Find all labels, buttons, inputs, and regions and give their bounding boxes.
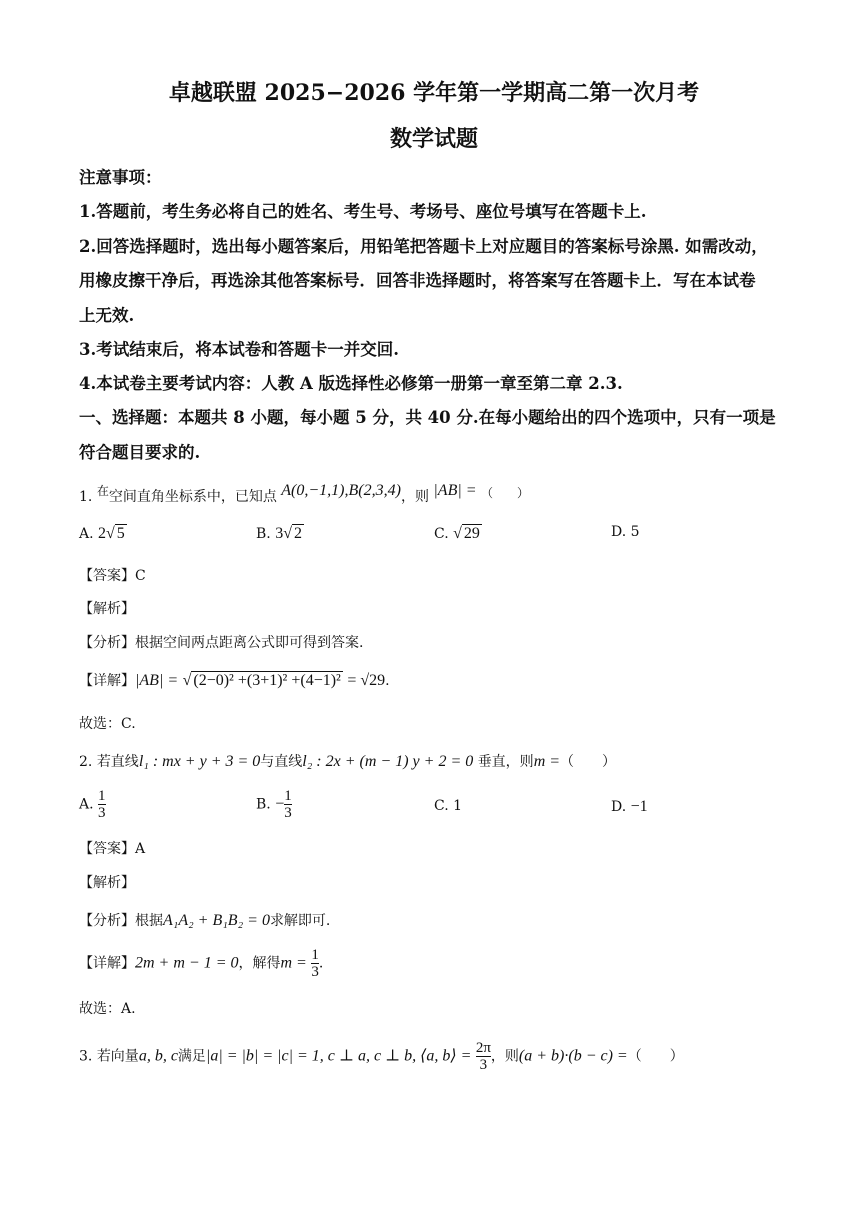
q3-stem bbox=[79, 1040, 684, 1073]
q3-text-2: 满足 bbox=[177, 1048, 206, 1065]
q3-text-1: 若向量 bbox=[96, 1048, 139, 1065]
notice-item-2-line-3: 上无效. bbox=[79, 306, 135, 325]
q2-detail-mid: ，解得 bbox=[238, 955, 281, 972]
q2-line-1-eq: l₁ : mx + y + 3 = 0 bbox=[138, 753, 261, 770]
q1-detail-end: . bbox=[385, 673, 390, 689]
q2-option-c: C. 1 bbox=[434, 798, 463, 814]
q1-analysis: 【解析】 bbox=[79, 601, 135, 617]
q1-paren: （ ） bbox=[481, 486, 530, 500]
q3-frac-den: 3 bbox=[479, 1057, 488, 1073]
q1-stem bbox=[79, 482, 530, 506]
notice-item-2-line-1: 2.回答选择题时，选出每小题答案后，用铅笔把答题卡上对应题目的答案标号涂黑. 如需改动， bbox=[79, 237, 768, 256]
notice-item-1: 1.答题前，考生务必将自己的姓名、考生号、考场号、座位号填写在答题卡上. bbox=[79, 202, 647, 221]
q2-detail bbox=[79, 947, 323, 980]
q1-point-b: B(2,3,4) bbox=[348, 482, 401, 499]
q3-vectors: a, b, c bbox=[138, 1047, 178, 1065]
notice-item-3: 3.考试结束后，将本试卷和答题卡一并交回. bbox=[79, 340, 399, 359]
q1-answer: 【答案】C bbox=[79, 568, 146, 584]
q2-detail-label: 【详解】 bbox=[79, 955, 135, 972]
q1-option-d: D. 5 bbox=[611, 524, 640, 540]
q2-detail-m: m = bbox=[280, 954, 307, 972]
q2-option-a bbox=[79, 788, 106, 821]
q1-option-c: C. √ 29 bbox=[434, 525, 480, 542]
q1-fenxi: 【分析】根据空间两点距离公式即可得到答案. bbox=[79, 635, 364, 651]
q2-option-b-sign: − bbox=[275, 795, 285, 813]
notice-item-2-line-2: 用橡皮擦干净后，再选涂其他答案标号．回答非选择题时，将答案写在答题卡上．写在本试卷 bbox=[79, 271, 756, 290]
notice-item-4: 4.本试卷主要考试内容：人教 A 版选择性必修第一册第一章至第二章 2.3. bbox=[79, 374, 623, 393]
q1-point-a: A(0,−1,1) bbox=[281, 482, 345, 499]
q1-option-b-coef: 3 bbox=[275, 525, 284, 542]
exam-subtitle: 数学试题 bbox=[389, 126, 478, 152]
q2-option-b-num: 1 bbox=[284, 788, 292, 804]
q2-number: 2. bbox=[79, 754, 93, 770]
q1-number: 1. bbox=[79, 489, 93, 505]
q2-ask: m = bbox=[533, 753, 561, 770]
q3-text-3: ，则 bbox=[490, 1048, 519, 1065]
q2-option-d-label: D. bbox=[611, 799, 627, 815]
q2-detail-den: 3 bbox=[311, 964, 319, 980]
q1-option-b: B. 3√ 2 bbox=[256, 525, 302, 542]
notice-heading: 注意事项： bbox=[79, 168, 162, 187]
q2-fenxi-pre: 【分析】根据 bbox=[79, 913, 163, 929]
q1-option-a-radicand: 5 bbox=[116, 525, 125, 542]
q2-line-2-eq: l₂ : 2x + (m − 1) y + 2 = 0 bbox=[302, 753, 474, 770]
q2-option-d-value: −1 bbox=[630, 798, 648, 815]
q2-stem bbox=[79, 751, 616, 771]
q1-option-b-label: B. bbox=[256, 526, 271, 542]
q2-text-2: 与直线 bbox=[260, 754, 303, 770]
q2-option-a-den: 3 bbox=[98, 805, 106, 821]
q2-detail-eq: 2m + m − 1 = 0 bbox=[135, 954, 239, 972]
q3-number: 3. bbox=[79, 1048, 93, 1065]
q2-option-a-label: A. bbox=[79, 796, 94, 813]
q1-option-c-radicand: 29 bbox=[463, 525, 480, 542]
q1-choose: 故选：C. bbox=[79, 716, 136, 732]
q1-detail-lhs: |AB| = bbox=[135, 672, 179, 689]
q1-comma: , bbox=[344, 482, 349, 499]
q1-detail-rhs: = √29 bbox=[347, 672, 386, 689]
q3-frac-num: 2π bbox=[475, 1040, 491, 1056]
q1-detail-radicand: (2−0)² +(3+1)² +(4−1)² bbox=[193, 672, 341, 689]
section-heading-line-2: 符合题目要求的. bbox=[79, 443, 201, 462]
q1-pre: 在 bbox=[96, 484, 109, 498]
q2-option-a-num: 1 bbox=[98, 788, 106, 804]
q1-text: 空间直角坐标系中，已知点 bbox=[108, 489, 277, 505]
q3-paren: （ ） bbox=[627, 1048, 684, 1065]
q2-analysis: 【解析】 bbox=[79, 875, 135, 891]
q1-option-a-coef: 2 bbox=[98, 525, 107, 542]
q2-text-3: 垂直，则 bbox=[477, 754, 534, 770]
q3-fraction bbox=[476, 1040, 491, 1073]
q2-fenxi bbox=[79, 910, 330, 930]
q2-detail-num: 1 bbox=[311, 947, 319, 963]
q1-option-a-label: A. bbox=[79, 526, 94, 542]
q3-condition: |a| = |b| = |c| = 1, c ⊥ a, c ⊥ b, ⟨a, b⟩ = bbox=[205, 1047, 472, 1065]
q2-option-a-fraction bbox=[98, 788, 106, 821]
q2-option-b-label: B. bbox=[256, 796, 271, 813]
q1-option-a: A. 2√ 5 bbox=[79, 525, 125, 542]
q2-option-d bbox=[611, 798, 648, 816]
q1-detail-label: 【详解】 bbox=[79, 673, 135, 689]
q2-fenxi-eq: A₁A₂ + B₁B₂ = 0 bbox=[163, 912, 270, 929]
q3-expression: (a + b)·(b − c) = bbox=[518, 1047, 628, 1065]
q2-answer: 【答案】A bbox=[79, 841, 146, 857]
q2-detail-end: . bbox=[318, 955, 324, 972]
q2-option-b-fraction bbox=[284, 788, 292, 821]
q1-option-c-label: C. bbox=[434, 526, 449, 542]
q2-option-b bbox=[256, 788, 292, 821]
q1-detail: 【详解】|AB| = √ (2−0)² +(3+1)² +(4−1)² = √29. bbox=[79, 672, 390, 689]
q2-fenxi-post: 求解即可. bbox=[269, 913, 331, 929]
q2-option-b-den: 3 bbox=[284, 805, 292, 821]
exam-title: 卓越联盟 2025−2026 学年第一学期高二第一次月考 bbox=[168, 80, 700, 106]
section-heading-line-1: 一、选择题：本题共 8 小题，每小题 5 分，共 40 分.在每小题给出的四个选项中，只有一项是 bbox=[79, 408, 776, 427]
q2-choose: 故选：A. bbox=[79, 1001, 136, 1017]
q2-paren: （ ） bbox=[560, 754, 617, 770]
q1-ask: |AB| = bbox=[433, 482, 477, 499]
q1-then: ，则 bbox=[400, 489, 429, 505]
q1-option-b-radicand: 2 bbox=[293, 525, 302, 542]
q2-detail-fraction bbox=[311, 947, 319, 980]
q2-text-1: 若直线 bbox=[96, 754, 139, 770]
